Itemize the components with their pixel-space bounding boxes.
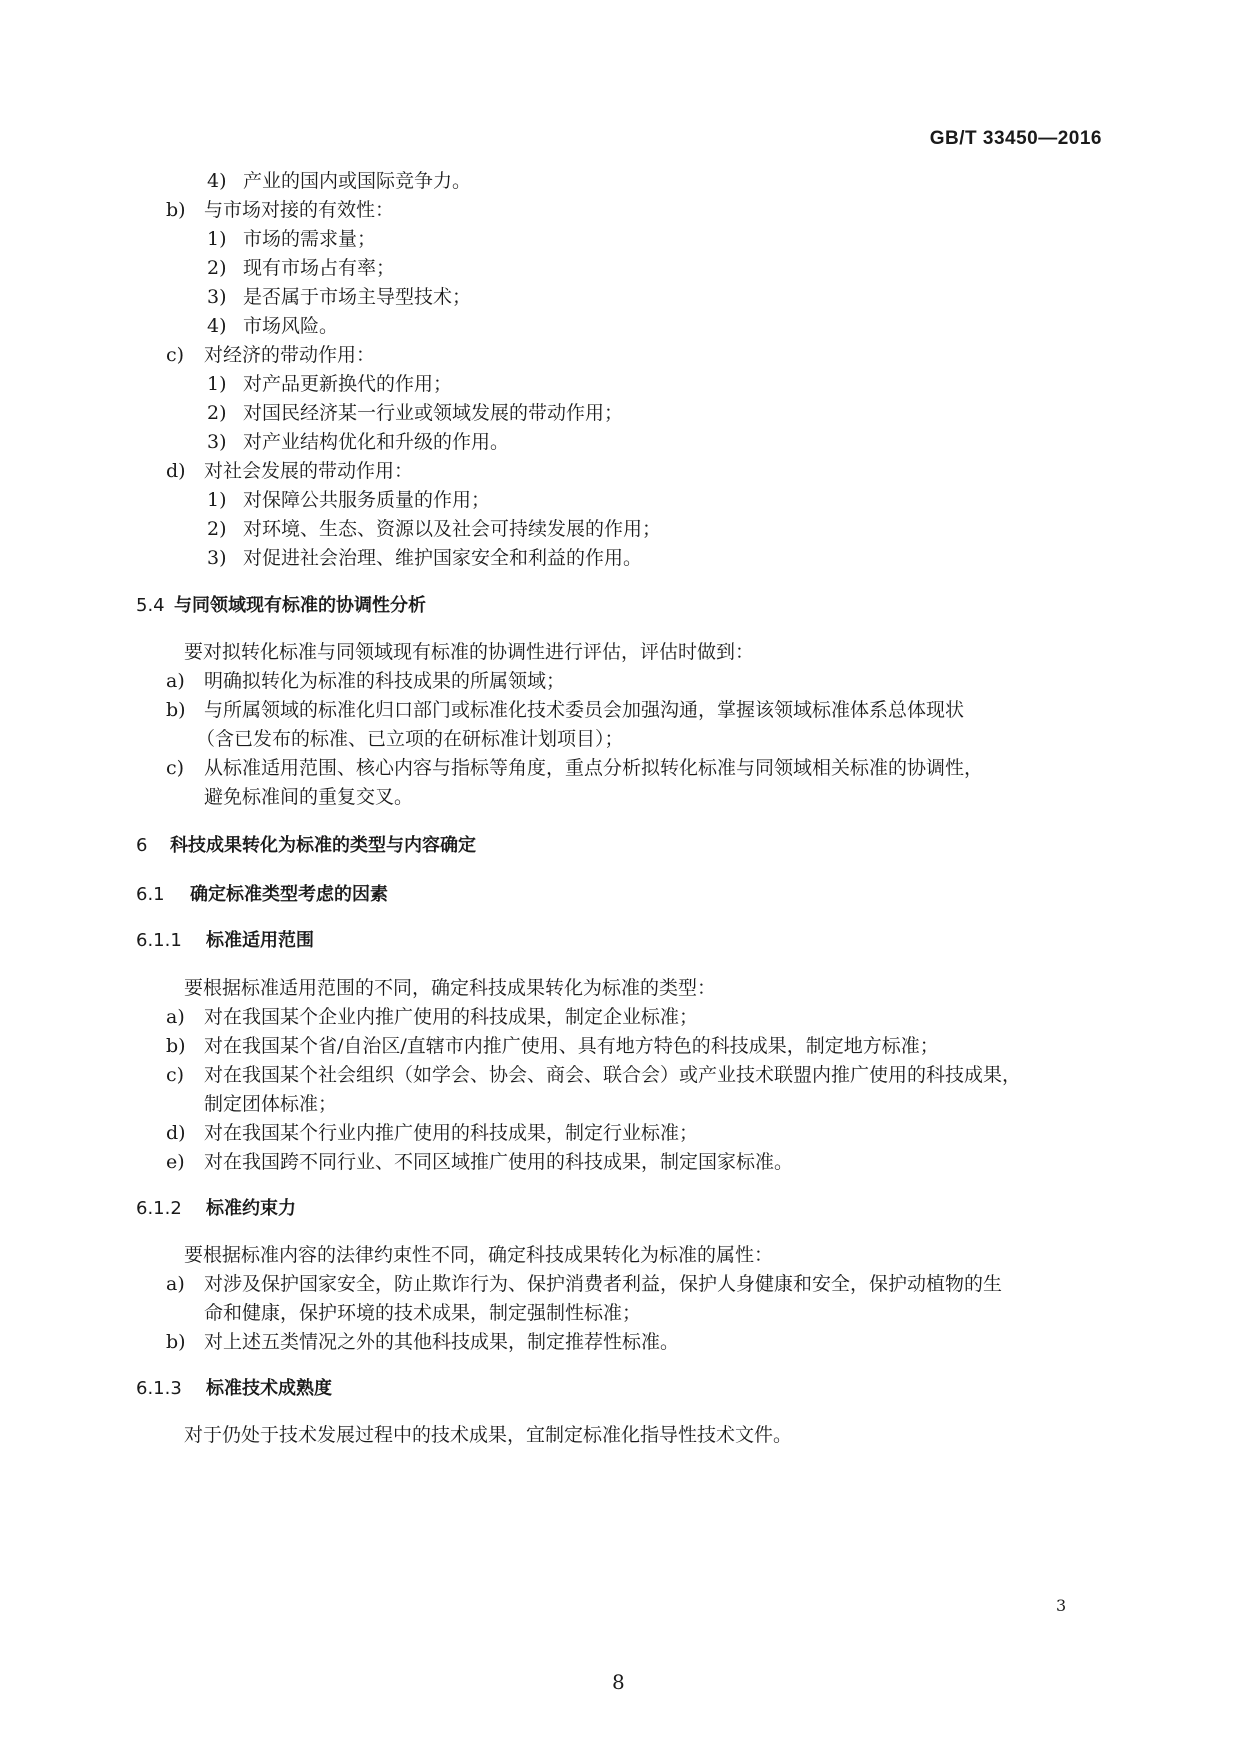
item-label: b) bbox=[166, 1331, 186, 1353]
list-item bbox=[207, 372, 452, 396]
item-text: 市场风险。 bbox=[243, 315, 339, 337]
list-item bbox=[166, 198, 394, 222]
heading-number: 6.1.3 bbox=[136, 1378, 182, 1399]
paragraph: 对于仍处于技术发展过程中的技术成果，宜制定标准化指导性技术文件。 bbox=[184, 1424, 793, 1446]
item-label: 3) bbox=[207, 547, 227, 569]
item-text: 对在我国某个企业内推广使用的科技成果，制定企业标准； bbox=[204, 1006, 699, 1028]
item-text: 产业的国内或国际竞争力。 bbox=[243, 170, 472, 192]
list-item bbox=[207, 227, 376, 251]
section-heading-6-1-3 bbox=[136, 1377, 332, 1401]
item-label: b) bbox=[166, 1035, 186, 1057]
item-label: a) bbox=[166, 1006, 185, 1028]
item-label: 2) bbox=[207, 518, 227, 540]
list-item bbox=[207, 285, 471, 309]
paragraph: 要对拟转化标准与同领域现有标准的协调性进行评估，评估时做到： bbox=[184, 641, 755, 663]
section-heading-6-1-2 bbox=[136, 1197, 296, 1221]
item-text: 对在我国某个行业内推广使用的科技成果，制定行业标准； bbox=[204, 1122, 699, 1144]
list-item bbox=[166, 1150, 793, 1174]
list-item bbox=[207, 546, 642, 570]
item-text: 对涉及保护国家安全，防止欺诈行为、保护消费者利益，保护人身健康和安全，保护动植物的生 bbox=[204, 1273, 1003, 1295]
list-item-continuation: 避免标准间的重复交叉。 bbox=[204, 786, 414, 808]
item-label: 3) bbox=[207, 286, 227, 308]
list-item bbox=[166, 459, 413, 483]
item-text: 对在我国某个社会组织（如学会、协会、商会、联合会）或产业技术联盟内推广使用的科技成果， bbox=[204, 1064, 1022, 1086]
item-text: 对环境、生态、资源以及社会可持续发展的作用； bbox=[243, 518, 662, 540]
item-label: a) bbox=[166, 1273, 185, 1295]
item-label: b) bbox=[166, 199, 186, 221]
item-label: c) bbox=[166, 1064, 185, 1086]
item-label: 2) bbox=[207, 257, 227, 279]
section-heading-6 bbox=[136, 834, 476, 858]
item-text: 对产业结构优化和升级的作用。 bbox=[243, 431, 510, 453]
item-text: 对促进社会治理、维护国家安全和利益的作用。 bbox=[243, 547, 643, 569]
list-item bbox=[207, 488, 490, 512]
list-item bbox=[166, 1272, 1002, 1296]
list-item bbox=[207, 401, 623, 425]
item-text: 对在我国跨不同行业、不同区域推广使用的科技成果，制定国家标准。 bbox=[204, 1151, 794, 1173]
item-label: b) bbox=[166, 699, 186, 721]
section-heading-6-1 bbox=[136, 883, 388, 907]
item-label: 1) bbox=[207, 489, 227, 511]
item-text: 从标准适用范围、核心内容与指标等角度，重点分析拟转化标准与同领域相关标准的协调性， bbox=[204, 757, 984, 779]
list-item bbox=[207, 256, 395, 280]
item-label: 2) bbox=[207, 402, 227, 424]
item-label: c) bbox=[166, 344, 185, 366]
list-item bbox=[166, 669, 565, 693]
heading-number: 6.1.2 bbox=[136, 1198, 182, 1219]
list-item bbox=[166, 343, 375, 367]
item-label: d) bbox=[166, 1122, 186, 1144]
section-heading-5-4 bbox=[136, 594, 426, 618]
item-label: 4) bbox=[207, 315, 227, 337]
item-text: 对经济的带动作用： bbox=[204, 344, 376, 366]
list-item-continuation: 命和健康，保护环境的技术成果，制定强制性标准； bbox=[204, 1302, 642, 1324]
item-text: 对国民经济某一行业或领域发展的带动作用； bbox=[243, 402, 624, 424]
heading-title: 标准约束力 bbox=[206, 1198, 296, 1219]
list-item bbox=[166, 1005, 698, 1029]
list-item bbox=[207, 517, 661, 541]
item-text: 对保障公共服务质量的作用； bbox=[243, 489, 491, 511]
item-text: 明确拟转化为标准的科技成果的所属领域； bbox=[204, 670, 566, 692]
item-text: 市场的需求量； bbox=[243, 228, 377, 250]
item-label: 1) bbox=[207, 228, 227, 250]
item-label: d) bbox=[166, 460, 186, 482]
paragraph: 要根据标准适用范围的不同，确定科技成果转化为标准的类型： bbox=[184, 977, 717, 999]
item-text: 现有市场占有率； bbox=[243, 257, 396, 279]
item-label: 1) bbox=[207, 373, 227, 395]
heading-title: 标准适用范围 bbox=[206, 930, 314, 951]
item-text: 对上述五类情况之外的其他科技成果，制定推荐性标准。 bbox=[204, 1331, 680, 1353]
list-item bbox=[166, 756, 983, 780]
list-item bbox=[207, 430, 509, 454]
item-text: 对产品更新换代的作用； bbox=[243, 373, 453, 395]
heading-title: 科技成果转化为标准的类型与内容确定 bbox=[170, 835, 476, 856]
inner-page-number: 3 bbox=[1056, 1596, 1067, 1615]
item-text: 与所属领域的标准化归口部门或标准化技术委员会加强沟通，掌握该领域标准体系总体现状 bbox=[204, 699, 965, 721]
list-item bbox=[166, 1034, 939, 1058]
item-label: 4) bbox=[207, 170, 227, 192]
list-item bbox=[207, 314, 338, 338]
item-label: 3) bbox=[207, 431, 227, 453]
item-text: 对社会发展的带动作用： bbox=[204, 460, 414, 482]
list-item bbox=[207, 169, 471, 193]
item-label: a) bbox=[166, 670, 185, 692]
heading-number: 6.1 bbox=[136, 884, 165, 905]
paragraph: 要根据标准内容的法律约束性不同，确定科技成果转化为标准的属性： bbox=[184, 1244, 774, 1266]
list-item-continuation: 制定团体标准； bbox=[204, 1093, 338, 1115]
item-label: c) bbox=[166, 757, 185, 779]
heading-number: 5.4 bbox=[136, 595, 165, 616]
outer-page-number: 8 bbox=[612, 1670, 625, 1694]
list-item-continuation: （含已发布的标准、已立项的在研标准计划项目）； bbox=[196, 728, 624, 750]
heading-title: 确定标准类型考虑的因素 bbox=[190, 884, 388, 905]
heading-title: 标准技术成熟度 bbox=[206, 1378, 332, 1399]
item-text: 与市场对接的有效性： bbox=[204, 199, 395, 221]
item-text: 对在我国某个省/自治区/直辖市内推广使用、具有地方特色的科技成果，制定地方标准； bbox=[204, 1035, 939, 1057]
item-text: 是否属于市场主导型技术； bbox=[243, 286, 472, 308]
list-item bbox=[166, 1330, 679, 1354]
item-label: e) bbox=[166, 1151, 185, 1173]
heading-number: 6.1.1 bbox=[136, 930, 182, 951]
heading-number: 6 bbox=[136, 835, 148, 856]
section-heading-6-1-1 bbox=[136, 929, 314, 953]
doc-code: GB/T 33450—2016 bbox=[929, 128, 1102, 149]
list-item bbox=[166, 698, 964, 722]
list-item bbox=[166, 1063, 1021, 1087]
list-item bbox=[166, 1121, 698, 1145]
heading-title: 与同领域现有标准的协调性分析 bbox=[174, 595, 426, 616]
